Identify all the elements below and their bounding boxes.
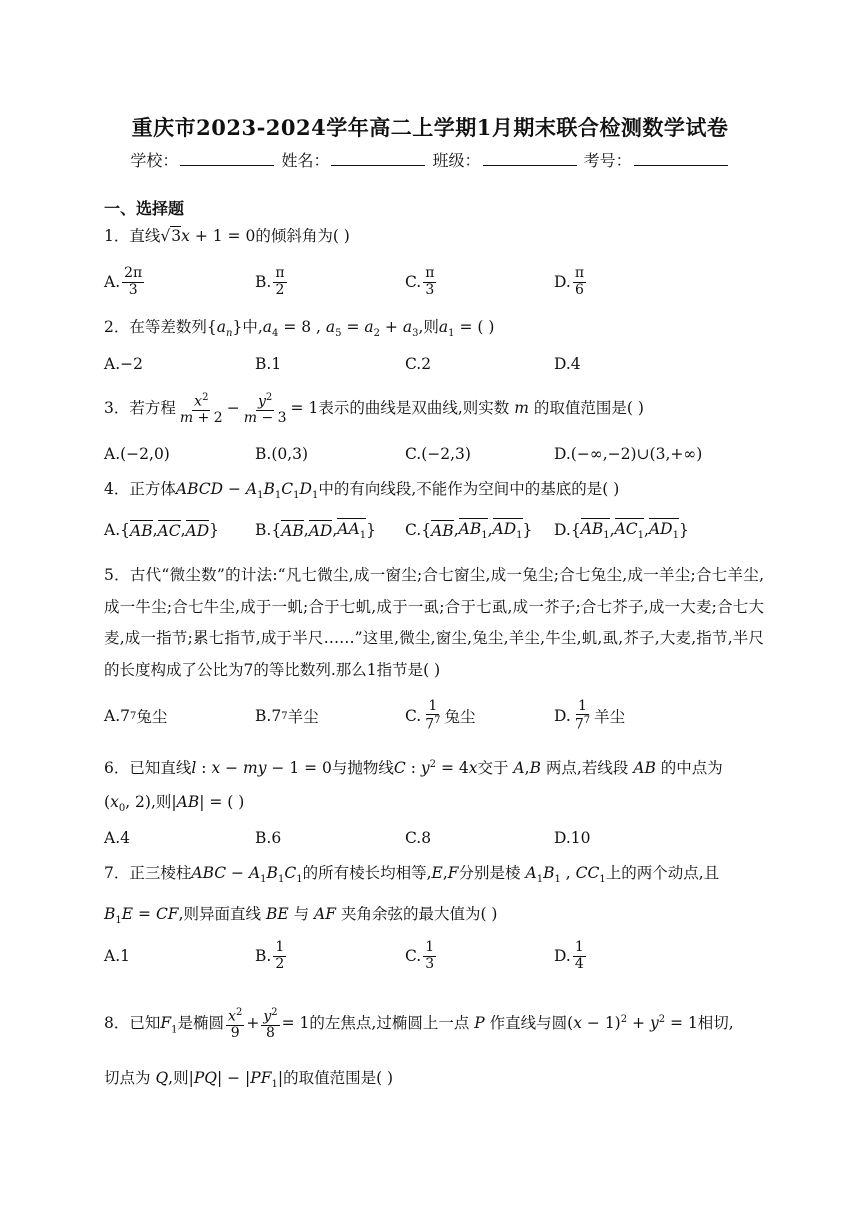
option-b[interactable]: B.6 <box>255 829 282 847</box>
option-c[interactable]: C.8 <box>405 829 432 847</box>
option-d[interactable]: D.(−∞,−2)∪(3,+∞) <box>554 445 703 463</box>
question-7-options <box>104 936 764 976</box>
option-b[interactable]: B.1 <box>255 355 282 373</box>
option-a[interactable]: A.−2 <box>104 355 143 373</box>
name-blank[interactable] <box>331 151 425 166</box>
option-b[interactable]: B. { AB , AD , $AA_1$ } <box>255 520 376 542</box>
option-a[interactable]: A.4 <box>104 829 130 847</box>
question-7: 7．正三棱柱ABC − $A_1B_1C_1$的所有棱长均相等,E,F分别是棱 $A_1B_1$ , $CC_1$上的两个动点,且 $B_1E$ = CF,则异面直线 BE 与 AF 夹角余弦的最大值为( ) <box>104 864 720 927</box>
question-6-options <box>104 818 764 858</box>
option-b[interactable]: B. $\frac{1}{2}$ <box>255 939 285 972</box>
question-5-options <box>104 696 764 736</box>
exam-no-blank[interactable] <box>634 151 728 166</box>
option-b[interactable]: B.7 7 羊尘 <box>255 707 319 726</box>
option-d[interactable]: D. $\frac{1}{7^7}$ 羊尘 <box>554 697 626 733</box>
option-c[interactable]: C.(−2,3) <box>405 445 471 463</box>
question-8: 8．已知$F_1$是椭圆 $\frac{x^2}{9}$ + $\frac{y^2}{8}$ = 1的左焦点,过椭圆上一点 P 作直线与圆$(x - 1)^2 + y^2 = 1$相切, 切点为 Q,则$|PQ| - |PF_1|$的取值范围是( ) <box>104 1006 734 1091</box>
option-d[interactable]: D. $\frac{\pi}{6}$ <box>554 265 585 298</box>
section-heading: 一、选择题 <box>104 199 185 218</box>
question-3-options <box>104 434 764 474</box>
option-d[interactable]: D. { $AB_1$ , $AC_1$ , $AD_1$ } <box>554 520 689 542</box>
question-6: 6．已知直线l : x − my − 1 = 0与抛物线C : $y^2 = 4x$交于 A,B 两点,若线段 AB 的中点为 ($x_0$, 2),则|AB| = ( ) <box>104 759 723 815</box>
option-a[interactable]: A.1 <box>104 947 130 965</box>
exam-title: 重庆市2023-2024学年高二上学期1月期末联合检测数学试卷 <box>131 115 729 140</box>
option-d[interactable]: D.10 <box>554 829 591 847</box>
option-b[interactable]: B.(0,3) <box>255 445 309 463</box>
option-c[interactable]: C. $\frac{\pi}{3}$ <box>405 265 435 298</box>
class-label: 班级： <box>432 151 481 170</box>
question-4-options <box>104 510 764 550</box>
exam-no-label: 考号： <box>583 151 632 170</box>
option-c[interactable]: C.2 <box>405 355 432 373</box>
class-blank[interactable] <box>483 151 577 166</box>
school-blank[interactable] <box>180 151 274 166</box>
question-1-options <box>104 262 764 302</box>
option-c[interactable]: C. { AB , $AB_1$ , $AD_1$ } <box>405 520 533 542</box>
option-a[interactable]: A. $\frac{2\pi}{3}$ <box>104 265 143 298</box>
school-label: 学校： <box>130 151 179 170</box>
option-d[interactable]: D. $\frac{1}{4}$ <box>554 939 584 972</box>
option-d[interactable]: D.4 <box>554 355 581 373</box>
student-info-row <box>0 148 860 171</box>
question-3: 3．若方程 $\frac{x^2}{m + 2}$ − $\frac{y^2}{m - 3}$ = 1表示的曲线是双曲线,则实数 m 的取值范围是( ) <box>104 392 644 427</box>
option-b[interactable]: B. $\frac{\pi}{2}$ <box>255 265 285 298</box>
option-c[interactable]: C. $\frac{1}{3}$ <box>405 939 435 972</box>
name-label: 姓名： <box>281 151 330 170</box>
question-1: 1．直线√3x + 1 = 0的倾斜角为( ) <box>104 227 350 245</box>
question-2: 2．在等差数列$\{a_n\}$中$,a_4 = 8$ , $a_5 = a_2 + a_3$,则$a_1$ = ( ) <box>104 318 495 340</box>
option-a[interactable]: A. { AB , AC , AD } <box>104 521 220 540</box>
question-2-options <box>104 344 764 384</box>
option-a[interactable]: A.(−2,0) <box>104 445 170 463</box>
option-a[interactable]: A.7 7 兔尘 <box>104 707 168 726</box>
option-c[interactable]: C. $\frac{1}{7^7}$ 兔尘 <box>405 697 476 733</box>
question-5: 5．古代“微尘数”的计法:“凡七微尘,成一窗尘;合七窗尘,成一兔尘;合七兔尘,成一羊尘;合七羊尘,成一牛尘;合七牛尘,成于一虮;合于七虮,成于一虱;合于七虱,成一芥子;合七芥子,成一大麦;合七大麦,成一指节;累七指节,成于半尺……”这里,微尘,窗尘,兔尘,羊尘,牛尘,虮,虱,芥子,大麦,指节,半尺的长度构成了公比为7的等比数列.那么1指节是( ) <box>104 566 764 679</box>
question-4: 4．正方体ABCD − $A_1B_1C_1D_1$中的有向线段,不能作为空间中的基底的是( ) <box>104 480 620 502</box>
